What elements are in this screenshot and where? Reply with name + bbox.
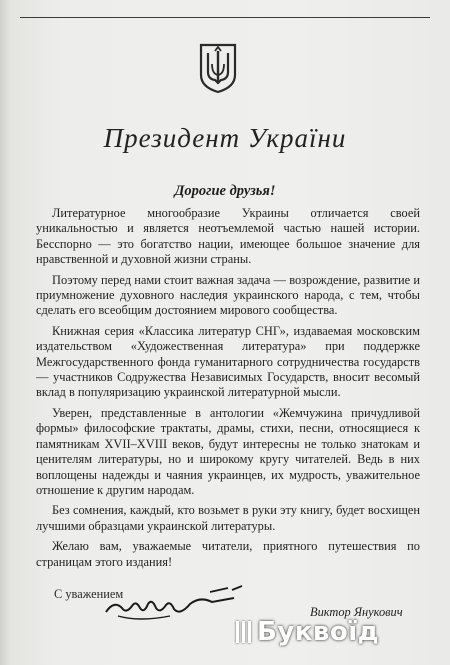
letter-greeting: Дорогие друзья! — [174, 183, 276, 199]
paragraph-5: Без сомнения, каждый, кто возьмет в руки эту книгу, будет восхищен лучшими образцами украинской литературы. — [36, 503, 420, 533]
paragraph-1: Литературное многообразие Украины отличается своей уникальностью и является неотъемлемой частью нашей истории. Бесспорно — это богатство нации, имеющее большое значение для нравственной и духовной жизни страны. — [36, 206, 420, 267]
signer-name: Виктор Янукович — [310, 605, 403, 619]
handwritten-signature — [100, 578, 250, 628]
watermark-bars-icon — [236, 621, 251, 643]
letter-body — [36, 206, 420, 575]
top-rule — [20, 17, 430, 18]
paragraph-4: Уверен, представленные в антологии «Жемчужина причудливой формы» философские трактаты, драмы, стихи, песни, относящиеся к памятникам XVII–XVIII веков, будут интересны не только знатокам и ценителям литературы, но и широкому кругу читателей. Ведь в них воплощены надежды и чаяния украинцев, их мудрость, уважительное отношение к другим народам. — [36, 405, 420, 497]
watermark-logo — [236, 615, 379, 649]
paragraph-3: Книжная серия «Классика литератур СНГ», издаваемая московским издательством «Художественная литература» при поддержке Межгосударственного фонда гуманитарного сотрудничества государств — участников Содружества Независимых Государств, вносит весомый вклад в популяризацию украинской литературной мысли. — [36, 323, 420, 400]
letter-closing: С уважением — [54, 587, 124, 601]
watermark-text: Буквоїд — [257, 617, 380, 647]
page-title: Президент України — [103, 123, 347, 153]
paragraph-6: Желаю вам, уважаемые читатели, приятного путешествия по страницам этого издания! — [36, 539, 420, 569]
trident-coat-of-arms-icon — [198, 42, 238, 94]
paragraph-2: Поэтому перед нами стоит важная задача — возрождение, развитие и приумножение духовного наследия украинского народа, с тем, чтобы сделать его всеобщим достоянием мирового сообщества. — [36, 272, 420, 318]
